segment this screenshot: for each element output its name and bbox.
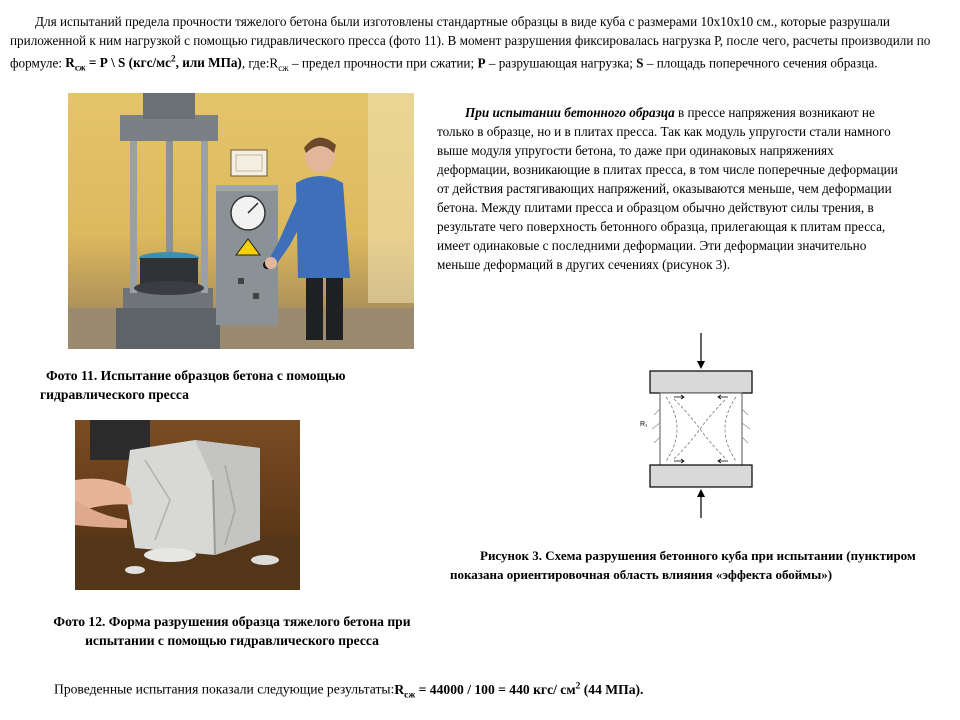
press-explanation-paragraph <box>437 103 899 274</box>
results-paragraph <box>54 677 934 705</box>
caption-photo-12: Фото 12. Форма разрушения образца тяжелого бетона при испытании с помощью гидравлического пресса <box>53 614 411 648</box>
r1-label: R₁ <box>640 421 648 428</box>
bottom-press-plate <box>650 465 752 487</box>
press-photo-illustration <box>68 93 414 349</box>
results-text: Проведенные испытания показали следующие результаты: <box>54 681 395 697</box>
photo-hydraulic-press <box>68 93 414 349</box>
italic-lead: При испытании бетонного образца <box>465 105 675 120</box>
caption-figure-3: Рисунок 3. Схема разрушения бетонного куба при испытании (пунктиром показана ориентировочная область влияния «эффекта обоймы») <box>450 548 916 582</box>
concrete-cube <box>660 393 742 465</box>
results-formula: $R_{сж} = 44000 / 100 = 440$ кгс/ $см^2$ (44 МПа). <box>394 681 644 701</box>
top-press-plate <box>650 371 752 393</box>
explanation-text: в прессе напряжения возникают не только в образце, но и в плитах пресса. Так как модуль упругости стали намного выше модуля упругости бетона, то даже при одинаковых напряжениях деформации, возникающие в плитах пресса, в том числе поперечные деформации от действия растягивающих напряжений, оказываются меньше, чем деформации бетона. Между плитами пресса и образцом обычно действуют силы трения, в результате чего поверхность бетонного образца, прилегающая к плитам пресса, имеет одинаковые с последними деформации. Эти деформации значительно меньше деформаций в других сечениях (рисунок 3). <box>437 105 898 272</box>
caption-photo-11: Фото 11. Испытание образцов бетона с помощью гидравлического пресса <box>40 368 346 402</box>
intro-paragraph: Для испытаний предела прочности тяжелого бетона были изготовлены стандартные образцы в виде куба с размерами 10х10х10 см., которые разрушали приложенной к ним нагрузкой с помощью гидравлического пресса (фото 11). В момент разрушения фиксировалась нагрузка Р, после чего, расчеты производили по формуле: $R_{сж} = Р$ \ S ($кгс/мс^2$, или МПа), $где:R_{сж}$ – предел прочности при сжатии; Р – разрушающая нагрузка; S – площадь поперечного сечения образца. <box>10 14 931 74</box>
photo-broken-cube <box>75 420 300 590</box>
figure-3-diagram <box>640 333 760 518</box>
formula: $R_{сж} = Р$ \ S ($кгс/мс^2$, или МПа) <box>65 54 242 74</box>
intro-text: Для испытаний предела прочности тяжелого бетона были изготовлены стандартные образцы в виде куба с размерами 10х10х10 см., которые разрушали приложенной к ним нагрузкой с помощью гидравлического пресса (фото 11). В момент разрушения фиксировалась нагрузка Р, после чего, расчеты производили по формуле: <box>10 14 931 71</box>
broken-cube-illustration <box>75 420 300 590</box>
